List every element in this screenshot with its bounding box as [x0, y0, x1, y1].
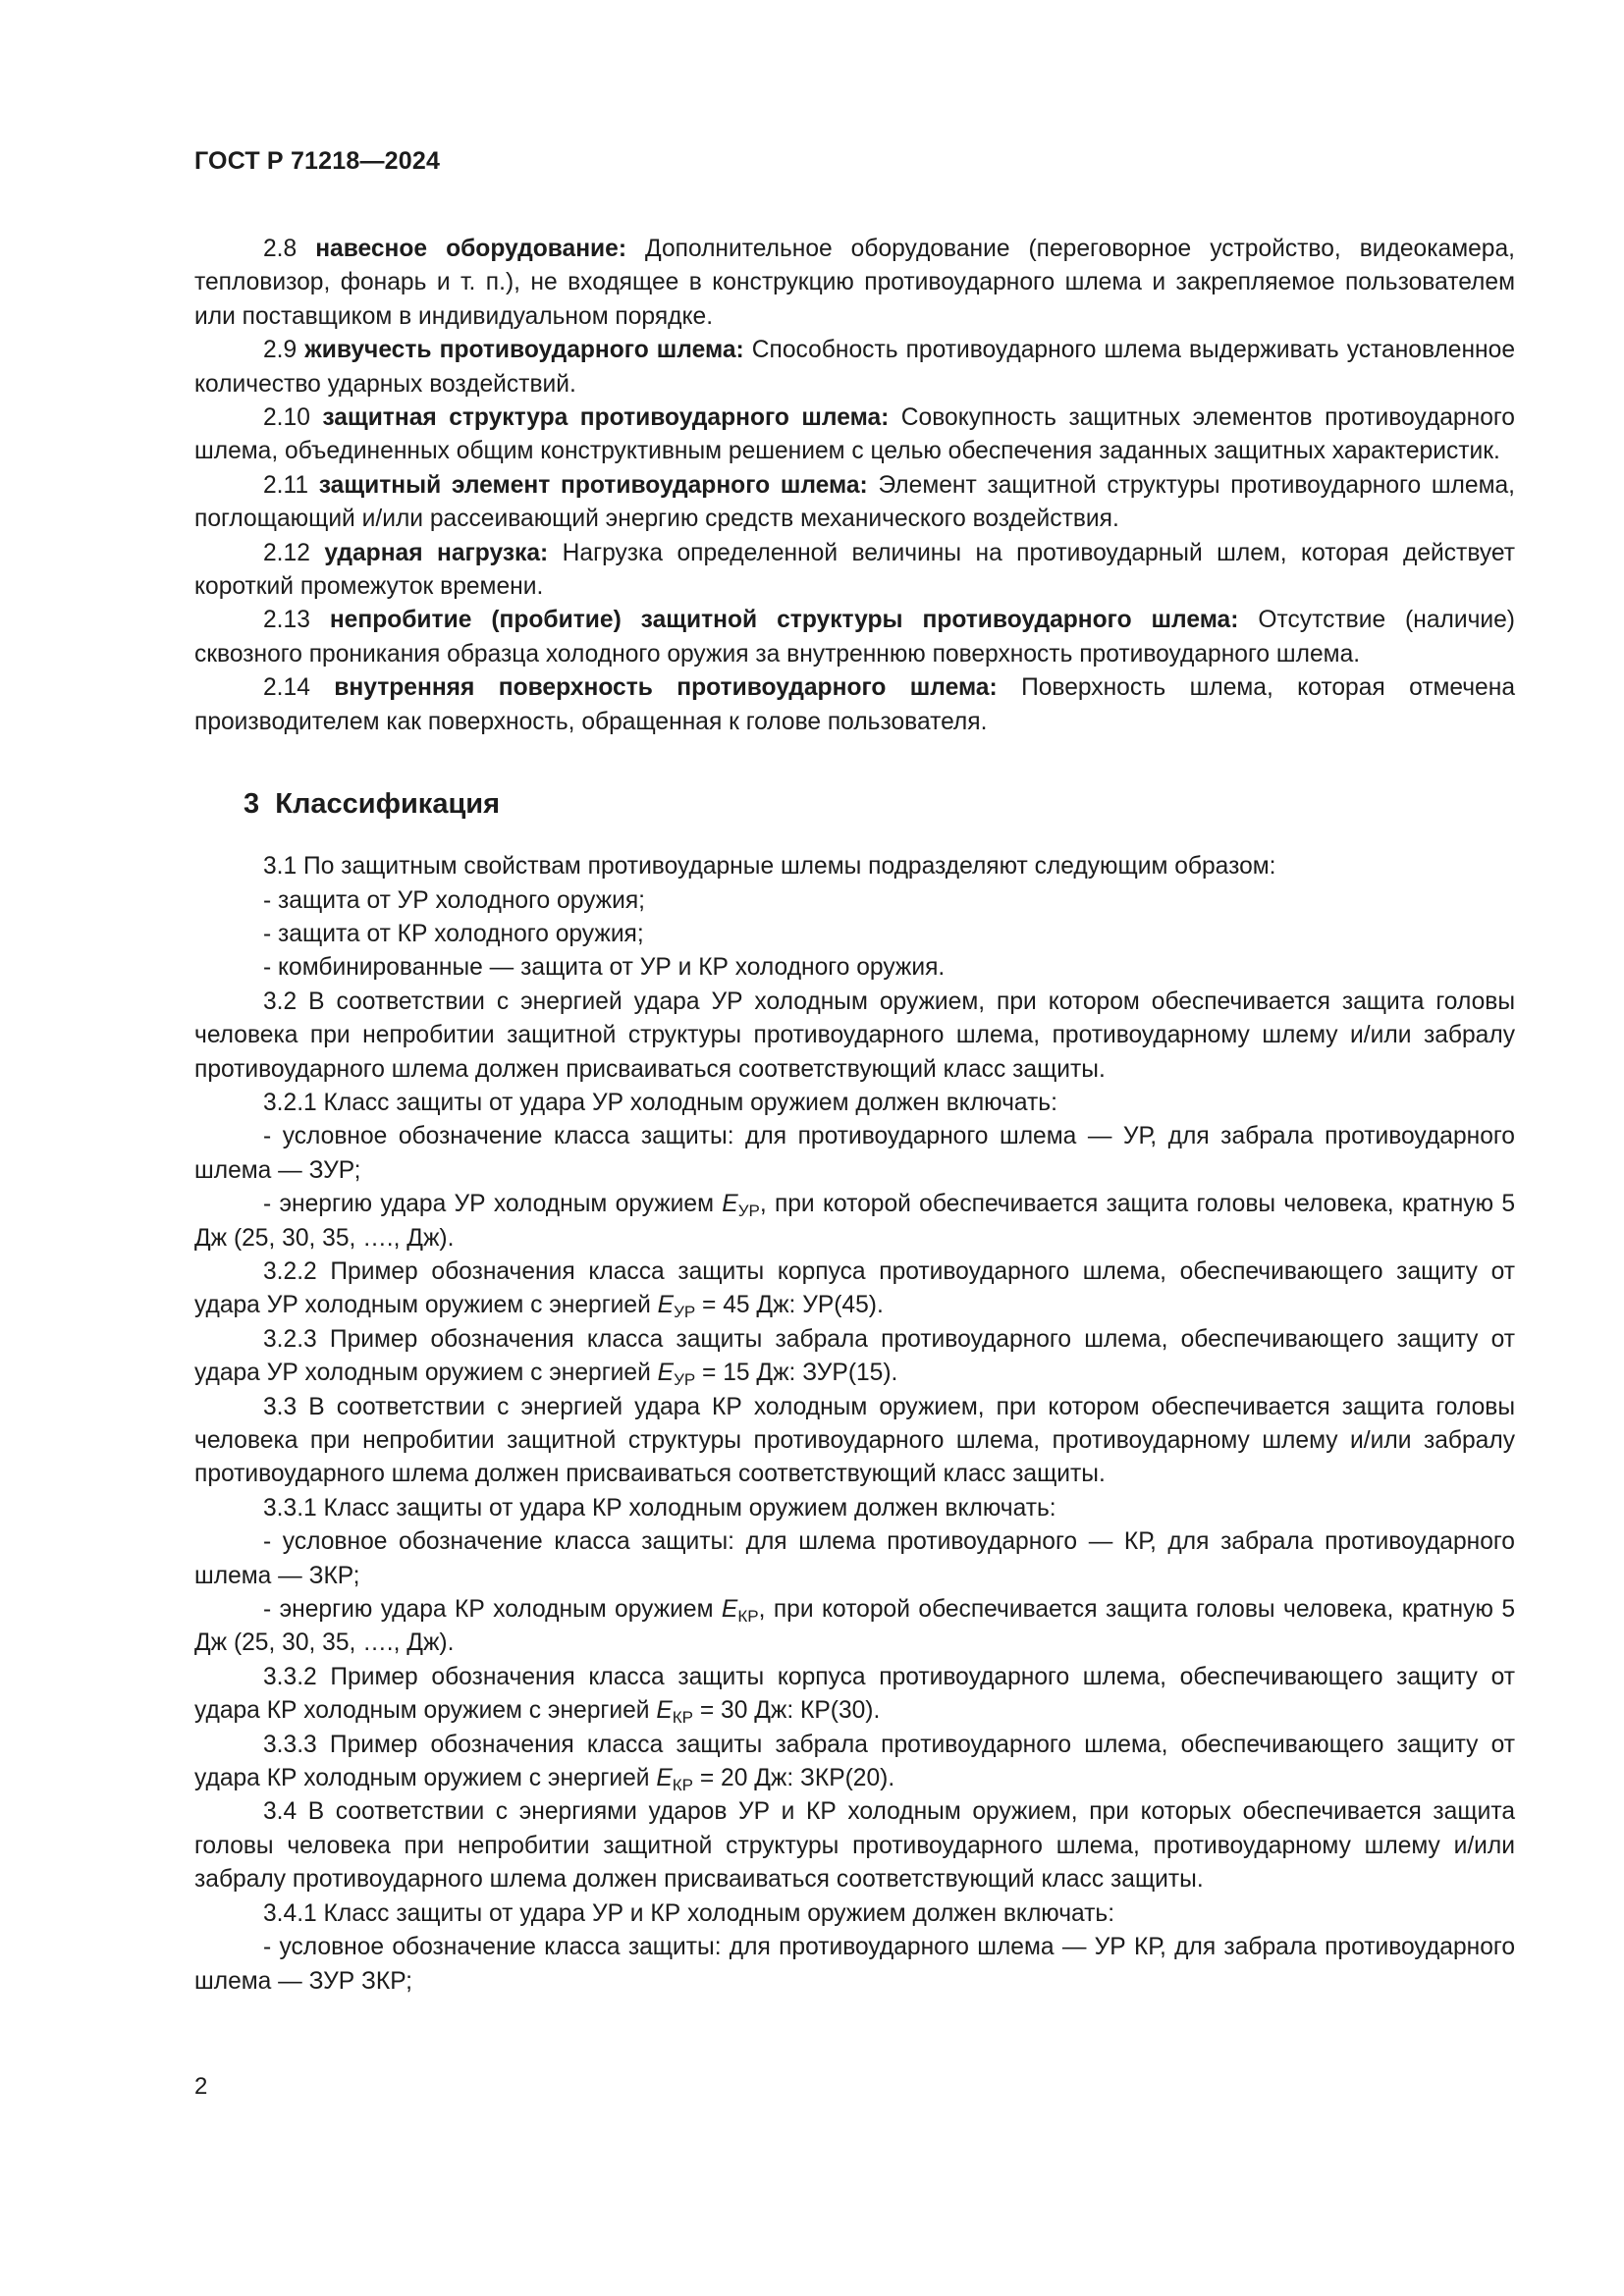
page-number: 2 [194, 2073, 208, 2100]
clause-3-2: 3.2 В соответствии с энергией удара УР холодным оружием, при котором обеспечивается защита головы человека при непробитии защитной структуры противоударного шлема, противоударному шлему и/или забралу противоударного шлема должен присваиваться соответствующий класс защиты. [194, 988, 1515, 1083]
definition-term: внутренняя поверхность противоударного шлема: [334, 674, 998, 702]
list-item: - условное обозначение класса защиты: для противоударного шлема — УР, для забрала противоударного шлема — ЗУР; [194, 1123, 1515, 1184]
energy-subscript: КР [737, 1607, 759, 1627]
list-item: - защита от КР холодного оружия; [263, 920, 644, 947]
clause-3-4: 3.4 В соответствии с энергиями ударов УР и КР холодным оружием, при которых обеспечивается защита головы человека при непробитии защитной структуры противоударного шлема, противоударному шлему и/или забралу противоударного шлема должен присваиваться соответствующий класс защиты. [194, 1798, 1515, 1894]
definition-number: 2.8 [263, 236, 298, 262]
energy-subscript: КР [672, 1708, 694, 1728]
definition-2-11 [194, 469, 1515, 537]
definition-2-8 [194, 233, 1515, 334]
list-item [194, 1188, 1515, 1255]
clause-3-3-3 [194, 1729, 1515, 1796]
text-segment: , при которой обеспечивается защита головы человека, кратную 5 Дж (25, 30, 35, …., Дж). [194, 1596, 1515, 1657]
document-page [194, 147, 1515, 1999]
definition-text: Дополнительное оборудование (переговорное устройство, видеокамера, тепловизор, фонарь и т. п.), не входящее в конструкцию противоударного шлема и закрепляемое пользователем или поставщиком в индивидуальном порядке. [194, 236, 1515, 330]
definition-number: 2.14 [263, 674, 310, 702]
definition-number: 2.12 [263, 539, 310, 566]
definition-term: живучесть противоударного шлема: [304, 337, 744, 364]
text-segment: 3.3.2 Пример обозначения класса защиты корпуса противоударного шлема, обеспечивающего защиту от удара КР холодным оружием с энергией [194, 1663, 1515, 1725]
section-title-text: Классификация [275, 788, 501, 821]
definitions-list [194, 233, 1515, 739]
definition-2-13 [194, 604, 1515, 671]
clause-3-3: 3.3 В соответствии с энергией удара КР холодным оружием, при котором обеспечивается защита головы человека при непробитии защитной структуры противоударного шлема, противоударному шлему и/или забралу противоударного шлема должен присваиваться соответствующий класс защиты. [194, 1393, 1515, 1488]
definition-number: 2.9 [263, 337, 298, 364]
energy-symbol: E [657, 1360, 675, 1387]
text-segment: - энергию удара УР холодным оружием [263, 1191, 723, 1218]
energy-symbol: E [656, 1697, 673, 1725]
definition-term: ударная нагрузка: [324, 539, 549, 566]
definition-text: Элемент защитной структуры противоударного шлема, поглощающий и/или рассеивающий энергию средств механического воздействия. [194, 471, 1515, 533]
energy-subscript: УР [737, 1201, 760, 1221]
definition-number: 2.13 [263, 607, 310, 634]
energy-subscript: КР [672, 1776, 694, 1795]
list-item: - защита от УР холодного оружия; [263, 886, 646, 914]
definition-text: Способность противоударного шлема выдерживать установленное количество ударных воздействий. [194, 337, 1515, 398]
list-item: - комбинированные — защита от УР и КР холодного оружия. [263, 954, 946, 982]
definition-text: Нагрузка определенной величины на противоударный шлем, которая действует короткий промежуток времени. [194, 539, 1515, 601]
clause-3-2-2 [194, 1255, 1515, 1323]
energy-symbol: E [657, 1292, 675, 1319]
energy-symbol: E [722, 1191, 738, 1218]
clause-3-4-1: 3.4.1 Класс защиты от удара УР и КР холодным оружием должен включать: [263, 1899, 1115, 1927]
energy-symbol: E [656, 1765, 673, 1792]
energy-subscript: УР [674, 1370, 696, 1390]
clause-3-2-3 [194, 1323, 1515, 1391]
text-segment: = 15 Дж: ЗУР(15). [695, 1360, 898, 1387]
definition-2-9 [194, 334, 1515, 401]
document-header: ГОСТ Р 71218—2024 [194, 147, 441, 175]
clause-3-3-1: 3.3.1 Класс защиты от удара КР холодным оружием должен включать: [263, 1494, 1056, 1522]
text-segment: 3.2.2 Пример обозначения класса защиты корпуса противоударного шлема, обеспечивающего защиту от удара УР холодным оружием с энергией [194, 1257, 1515, 1319]
text-segment: 3.2.3 Пример обозначения класса защиты забрала противоударного шлема, обеспечивающего защиту от удара УР холодным оружием с энергией [194, 1325, 1515, 1387]
text-segment: = 30 Дж: КР(30). [693, 1697, 881, 1725]
definition-term: непробитие (пробитие) защитной структуры противоударного шлема: [329, 607, 1239, 634]
definition-text: Отсутствие (наличие) сквозного проникания образца холодного оружия за внутреннюю поверхность противоударного шлема. [194, 607, 1515, 667]
clause-3-3-2 [194, 1661, 1515, 1729]
definition-2-10 [194, 401, 1515, 469]
list-item: - условное обозначение класса защиты: для противоударного шлема — УР КР, для забрала противоударного шлема — ЗУР ЗКР; [194, 1934, 1515, 1995]
text-segment: 3.3.3 Пример обозначения класса защиты забрала противоударного шлема, обеспечивающего защиту от удара КР холодным оружием с энергией [194, 1731, 1515, 1792]
energy-subscript: УР [674, 1303, 696, 1322]
text-segment: - энергию удара КР холодным оружием [263, 1596, 722, 1624]
section-number: 3 [244, 788, 260, 821]
list-item: - условное обозначение класса защиты: для шлема противоударного — КР, для забрала противоударного шлема — ЗКР; [194, 1528, 1515, 1589]
text-segment: = 20 Дж: ЗКР(20). [693, 1765, 895, 1792]
clause-3-1: 3.1 По защитным свойствам противоударные шлемы подразделяют следующим образом: [263, 853, 1276, 881]
definition-term: защитная структура противоударного шлема: [322, 404, 890, 432]
definition-term: навесное оборудование: [315, 236, 627, 262]
definition-term: защитный элемент противоударного шлема: [318, 471, 868, 499]
clause-3-2-1: 3.2.1 Класс защиты от удара УР холодным оружием должен включать: [263, 1089, 1057, 1116]
definition-text: Поверхность шлема, которая отмечена производителем как поверхность, обращенная к голове пользователя. [194, 674, 1515, 735]
definition-number: 2.11 [263, 471, 309, 499]
list-item [194, 1593, 1515, 1661]
text-segment: = 45 Дж: УР(45). [695, 1292, 884, 1319]
definition-number: 2.10 [263, 404, 310, 432]
definition-2-12 [194, 537, 1515, 605]
definition-2-14 [194, 671, 1515, 739]
text-segment: , при которой обеспечивается защита головы человека, кратную 5 Дж (25, 30, 35, …., Дж). [194, 1191, 1515, 1252]
definition-text: Совокупность защитных элементов противоударного шлема, объединенных общим конструктивным решением с целью обеспечения заданных защитных характеристик. [194, 404, 1515, 465]
section-heading [244, 788, 1515, 821]
energy-symbol: E [721, 1596, 738, 1624]
